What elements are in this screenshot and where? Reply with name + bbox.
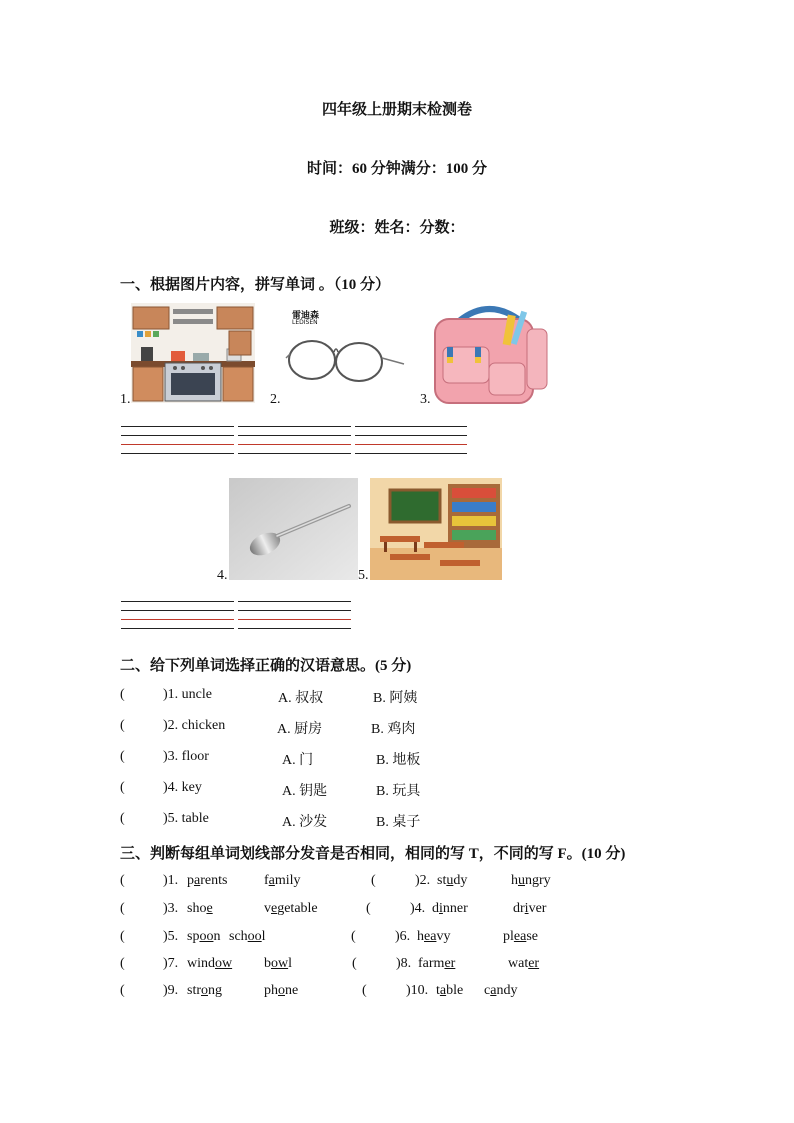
item-number: )6. xyxy=(395,929,411,944)
item-number: )5. xyxy=(163,929,179,944)
word: candy xyxy=(484,983,518,998)
section1-heading: 一、根据图片内容，拼写单词 。（10 分） xyxy=(120,277,391,293)
item3-number: 3. xyxy=(420,392,431,407)
page-title: 四年级上册期末检测卷 xyxy=(321,102,472,118)
underlined-part: u xyxy=(446,873,454,888)
item5-number: 5. xyxy=(358,568,369,583)
underlined-part: er xyxy=(444,956,456,971)
option-b: B. 鸡肉 xyxy=(371,722,416,737)
option-b: B. 阿姨 xyxy=(373,691,418,706)
list-item: ( )4. key A. 钥匙 B. 玩具 xyxy=(120,780,421,799)
word: family xyxy=(264,873,301,888)
spoon-image xyxy=(229,478,358,580)
word: bowl xyxy=(264,956,293,971)
word: window xyxy=(187,956,233,971)
underlined-part: i xyxy=(439,901,443,916)
underlined-part: ow xyxy=(271,956,289,971)
item-number: )4. xyxy=(410,901,426,916)
underlined-part: a xyxy=(194,873,201,888)
item4-number: 4. xyxy=(217,568,228,583)
brand-logo-sub: LEDISEN xyxy=(292,319,318,326)
option-a: A. 沙发 xyxy=(282,815,328,830)
word: shoe xyxy=(187,901,213,916)
underlined-part: e xyxy=(271,901,278,916)
word: spoon xyxy=(187,929,221,944)
word: dinner xyxy=(432,901,468,916)
answer-blank[interactable]: ( xyxy=(120,718,125,733)
item-number: )3. xyxy=(163,901,179,916)
option-a: A. 厨房 xyxy=(277,722,323,737)
answer-blank[interactable]: ( xyxy=(120,956,125,971)
list-item: ( )1. uncle A. 叔叔 B. 阿姨 xyxy=(120,687,418,706)
underlined-part: i xyxy=(524,901,529,916)
student-info: 班级：姓名：分数： xyxy=(329,220,465,236)
classroom-image xyxy=(370,478,502,580)
word: study xyxy=(437,873,468,888)
underlined-part: ow xyxy=(215,956,233,971)
option-b: B. 玩具 xyxy=(376,784,421,799)
answer-blank[interactable]: ( xyxy=(120,687,125,702)
word: phone xyxy=(264,983,299,998)
item1-number: 1. xyxy=(120,392,131,407)
underlined-part: o xyxy=(278,983,285,998)
item2-number: 2. xyxy=(270,392,281,407)
option-a: A. 叔叔 xyxy=(278,691,324,706)
list-item xyxy=(120,901,720,921)
underlined-part: o xyxy=(201,983,208,998)
item-number: )1. xyxy=(163,873,179,888)
word: parents xyxy=(187,873,228,888)
word: please xyxy=(503,929,538,944)
section3-heading: 三、判断每组单词划线部分发音是否相同，相同的写 T，不同的写 F。(10 分) xyxy=(120,846,626,862)
list-item: ( )5. table A. 沙发 B. 桌子 xyxy=(120,811,421,830)
section2-heading: 二、给下列单词选择正确的汉语意思。(5 分) xyxy=(120,658,412,674)
word: vegetable xyxy=(264,901,318,916)
answer-blank[interactable]: ( xyxy=(351,929,356,944)
word: farmer xyxy=(418,956,456,971)
option-b: B. 地板 xyxy=(376,753,421,768)
answer-blank[interactable]: ( xyxy=(362,983,367,998)
underlined-part: er xyxy=(528,956,540,971)
item-number: )7. xyxy=(163,956,179,971)
answer-blank[interactable]: ( xyxy=(120,873,125,888)
kitchen-image xyxy=(131,303,255,403)
underlined-part: ea xyxy=(424,929,437,944)
item-number: )8. xyxy=(396,956,412,971)
underlined-part: a xyxy=(268,873,275,888)
word: driver xyxy=(513,901,547,916)
list-item xyxy=(120,873,720,893)
answer-blank[interactable]: ( xyxy=(120,983,125,998)
word: table xyxy=(436,983,464,998)
option-a: A. 门 xyxy=(282,753,314,768)
underlined-part: e xyxy=(206,901,213,916)
underlined-part: oo xyxy=(247,929,262,944)
word: hungry xyxy=(511,873,551,888)
list-item xyxy=(120,983,720,1003)
word: heavy xyxy=(417,929,451,944)
answer-blank[interactable]: ( xyxy=(371,873,376,888)
underlined-part: a xyxy=(439,983,447,998)
underlined-part: u xyxy=(518,873,525,888)
item-number: )9. xyxy=(163,983,179,998)
word: school xyxy=(229,929,266,944)
brand-logo: 雷迪森 xyxy=(292,311,320,321)
word: water xyxy=(508,956,540,971)
list-item: ( )3. floor A. 门 B. 地板 xyxy=(120,749,421,768)
answer-blank[interactable]: ( xyxy=(120,780,125,795)
schoolbag-image xyxy=(429,301,551,405)
option-b: B. 桌子 xyxy=(376,815,421,830)
answer-blank[interactable]: ( xyxy=(120,901,125,916)
underlined-part: a xyxy=(490,983,497,998)
answer-blank[interactable]: ( xyxy=(120,749,125,764)
time-info: 时间：60 分钟满分：100 分 xyxy=(306,161,487,177)
list-item xyxy=(120,929,720,949)
glasses-image xyxy=(284,306,408,400)
answer-blank[interactable]: ( xyxy=(352,956,357,971)
answer-blank[interactable]: ( xyxy=(120,811,125,826)
underlined-part: ea xyxy=(513,929,527,944)
word: strong xyxy=(187,983,222,998)
option-a: A. 钥匙 xyxy=(282,784,328,799)
item-number: )2. xyxy=(415,873,431,888)
answer-blank[interactable]: ( xyxy=(366,901,371,916)
answer-blank[interactable]: ( xyxy=(120,929,125,944)
item-number: )10. xyxy=(406,983,429,998)
list-item: ( )2. chicken A. 厨房 B. 鸡肉 xyxy=(120,718,416,737)
list-item xyxy=(120,956,720,976)
underlined-part: oo xyxy=(199,929,214,944)
